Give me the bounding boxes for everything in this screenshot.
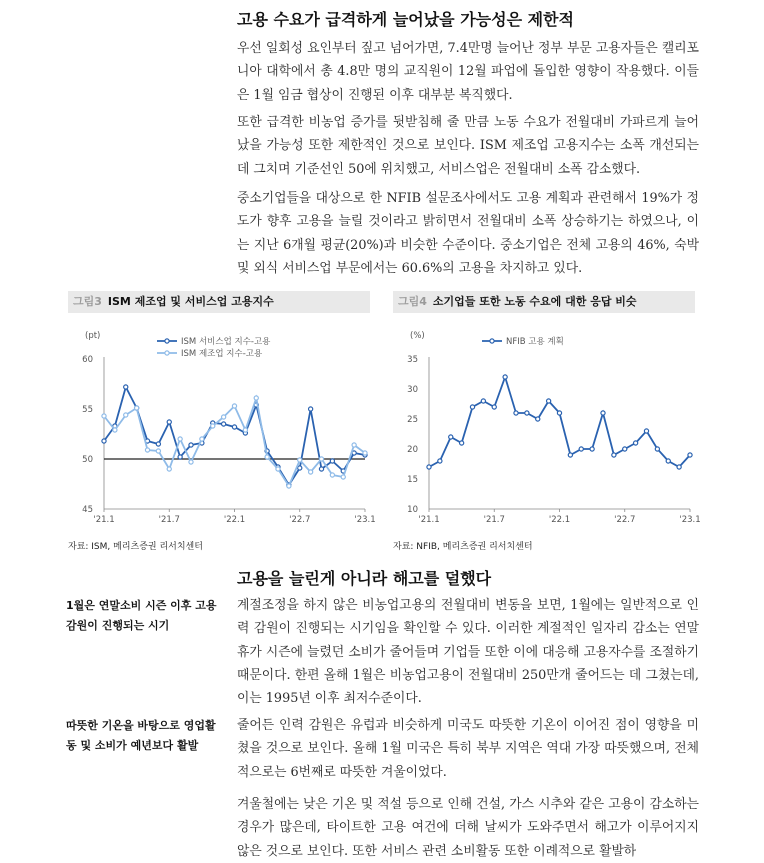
- data-point: [222, 422, 226, 426]
- x-tick-label: '21.1: [93, 515, 115, 525]
- data-point: [688, 453, 692, 457]
- data-point: [634, 441, 638, 445]
- figure3-title: ISM 제조업 및 서비스업 고용지수: [107, 295, 274, 308]
- data-point: [655, 447, 659, 451]
- data-point: [601, 411, 605, 415]
- paragraph-labor-demand: 또한 급격한 비농업 증가를 뒷받침해 줄 만큼 노동 수요가 전월대비 가파르게 늘어났을 가능성 또한 제한적인 것으로 보인다. ISM 제조업 고용지수는 소폭 개선되는 데 그치며 기준선인 50에 위치했고, 서비스업은 전월대비 소폭 감소했다.: [237, 115, 699, 177]
- y-tick-label: 15: [407, 475, 418, 485]
- figure4-title-bar: [393, 291, 695, 313]
- figure4-number: 그림4: [398, 295, 427, 308]
- data-point: [113, 428, 117, 432]
- figure3-title-bar: [68, 291, 370, 313]
- data-point: [102, 439, 106, 443]
- data-point: [189, 460, 193, 464]
- data-point: [298, 458, 302, 462]
- series-line: [429, 377, 690, 467]
- paragraph-one-off-factor: 우선 일회성 요인부터 짚고 넘어가면, 7.4만명 늘어난 정부 부문 고용자들은 캘리포니아 대학에서 총 4.8만 명의 교직원이 12월 파업에 돌입한 영향이 작용했다. 이들은 1월 임금 협상이 진행된 이후 대부분 복직했다.: [237, 41, 699, 103]
- data-point: [189, 443, 193, 447]
- y-tick-label: 35: [407, 355, 418, 365]
- data-point: [319, 467, 323, 471]
- data-point: [677, 465, 681, 469]
- data-point: [590, 447, 594, 451]
- data-point: [503, 375, 507, 379]
- data-point: [178, 437, 182, 441]
- legend-marker: [165, 351, 169, 355]
- data-point: [568, 453, 572, 457]
- data-point: [644, 429, 648, 433]
- data-point: [156, 449, 160, 453]
- x-tick-label: '22.1: [223, 515, 246, 525]
- y-tick-label: 30: [407, 385, 418, 395]
- legend-label: ISM 서비스업 지수-고용: [181, 337, 271, 347]
- x-tick-label: '21.7: [483, 515, 505, 525]
- data-point: [211, 424, 215, 428]
- x-tick-label: '22.7: [289, 515, 311, 525]
- data-point: [557, 411, 561, 415]
- data-point: [612, 453, 616, 457]
- data-point: [156, 442, 160, 446]
- y-tick-label: 60: [82, 355, 93, 365]
- y-unit-label: (pt): [85, 331, 101, 341]
- paragraph-nfib-survey: 중소기업들을 대상으로 한 NFIB 설문조사에서도 고용 계획과 관련해서 19%가 정도가 향후 고용을 늘릴 것이라고 밝히면서 전월대비 소폭 상승하기는 하였으나, 이는 지난 6개월 평균(20%)과 비슷한 수준이다. 중소기업은 전체 고용의 46%, 숙박 및 외식 서비스업 부문에서는 60.6%의 고용을 차지하고 있다.: [237, 191, 699, 276]
- data-point: [200, 437, 204, 441]
- data-point: [309, 407, 313, 411]
- x-tick-label: '22.7: [614, 515, 636, 525]
- x-tick-label: '21.7: [158, 515, 180, 525]
- series-line: [104, 398, 365, 486]
- x-tick-label: '23.1: [354, 515, 376, 525]
- legend-label: ISM 제조업 지수-고용: [181, 349, 263, 359]
- data-point: [319, 457, 323, 461]
- figure4-source: 자료: NFIB, 메리츠증권 리서치센터: [393, 542, 533, 552]
- y-tick-label: 55: [82, 405, 93, 415]
- x-tick-label: '23.1: [679, 515, 701, 525]
- data-point: [460, 441, 464, 445]
- sidenote-warm-weather: 따뜻한 기온을 바탕으로 영업활동 및 소비가 예년보다 활발: [66, 719, 216, 752]
- y-unit-label: (%): [410, 331, 425, 341]
- data-point: [309, 470, 313, 474]
- legend-label: NFIB 고용 계획: [506, 337, 564, 347]
- y-tick-label: 45: [82, 505, 93, 515]
- data-point: [265, 455, 269, 459]
- section-heading-labor-demand: 고용 수요가 급격하게 늘어났을 가능성은 제한적: [237, 10, 574, 29]
- data-point: [363, 451, 367, 455]
- data-point: [536, 417, 540, 421]
- data-point: [492, 405, 496, 409]
- data-point: [438, 459, 442, 463]
- data-point: [525, 411, 529, 415]
- data-point: [341, 475, 345, 479]
- y-tick-label: 25: [407, 415, 418, 425]
- data-point: [232, 425, 236, 429]
- data-point: [547, 399, 551, 403]
- legend-marker: [165, 339, 169, 343]
- data-point: [330, 459, 334, 463]
- data-point: [449, 435, 453, 439]
- data-point: [276, 467, 280, 471]
- data-point: [623, 447, 627, 451]
- data-point: [330, 473, 334, 477]
- legend-marker: [490, 339, 494, 343]
- data-point: [135, 406, 139, 410]
- data-point: [167, 467, 171, 471]
- figure3-source: 자료: ISM, 메리츠증권 리서치센터: [68, 542, 203, 552]
- data-point: [124, 385, 128, 389]
- data-point: [427, 465, 431, 469]
- y-tick-label: 10: [407, 505, 418, 515]
- figure3-number: 그림3: [73, 295, 102, 308]
- data-point: [145, 448, 149, 452]
- data-point: [298, 466, 302, 470]
- data-point: [579, 447, 583, 451]
- data-point: [470, 405, 474, 409]
- data-point: [167, 420, 171, 424]
- data-point: [222, 415, 226, 419]
- y-tick-label: 50: [82, 455, 93, 465]
- data-point: [481, 399, 485, 403]
- data-point: [102, 414, 106, 418]
- figure4-title: 소기업들 또한 노동 수요에 대한 응답 비슷: [432, 295, 637, 308]
- sidenote-january-layoffs: 1월은 연말소비 시즌 이후 고용 감원이 진행되는 시기: [66, 599, 217, 632]
- ism-employment-chart: [66, 322, 376, 530]
- paragraph-warm-weather: 줄어든 인력 감원은 유럽과 비슷하게 미국도 따뜻한 기온이 이어진 점이 영향을 미쳤을 것으로 보인다. 올해 1월 미국은 특히 북부 지역은 역대 가장 따뜻했으며, 전체적으로는 6번째로 따뜻한 겨울이었다.: [237, 718, 699, 780]
- data-point: [666, 459, 670, 463]
- nfib-hiring-plans-chart: [391, 322, 701, 530]
- x-tick-label: '22.1: [548, 515, 571, 525]
- data-point: [352, 443, 356, 447]
- x-tick-label: '21.1: [418, 515, 440, 525]
- data-point: [287, 484, 291, 488]
- data-point: [232, 404, 236, 408]
- section-heading-fewer-layoffs: 고용을 늘린게 아니라 해고를 덜했다: [237, 569, 492, 588]
- paragraph-winter-employment: 겨울철에는 낮은 기온 및 적설 등으로 인해 건설, 가스 시추와 같은 고용이 감소하는 경우가 많은데, 타이트한 고용 여건에 더해 날씨가 도와주면서 해고가 이루어지지 않은 것으로 보인다. 또한 서비스 관련 소비활동 또한 이례적으로 활발하: [237, 797, 699, 859]
- data-point: [124, 413, 128, 417]
- data-point: [243, 428, 247, 432]
- paragraph-seasonal-layoffs: 계절조정을 하지 않은 비농업고용의 전월대비 변동을 보면, 1월에는 일반적으로 인력 감원이 진행되는 시기임을 확인할 수 있다. 이러한 계절적인 일자리 감소는 연말휴가 시즌에 늘렸던 소비가 줄어들며 기업들 또한 이에 대응해 고용자수를 조절하기 때문이다. 한편 올해 1월은 비농업고용이 전월대비 250만개 줄어드는 데 그쳤는데, 이는 1995년 이후 최저수준이다.: [237, 598, 699, 707]
- y-tick-label: 20: [407, 445, 418, 455]
- data-point: [178, 455, 182, 459]
- data-point: [254, 396, 258, 400]
- data-point: [514, 411, 518, 415]
